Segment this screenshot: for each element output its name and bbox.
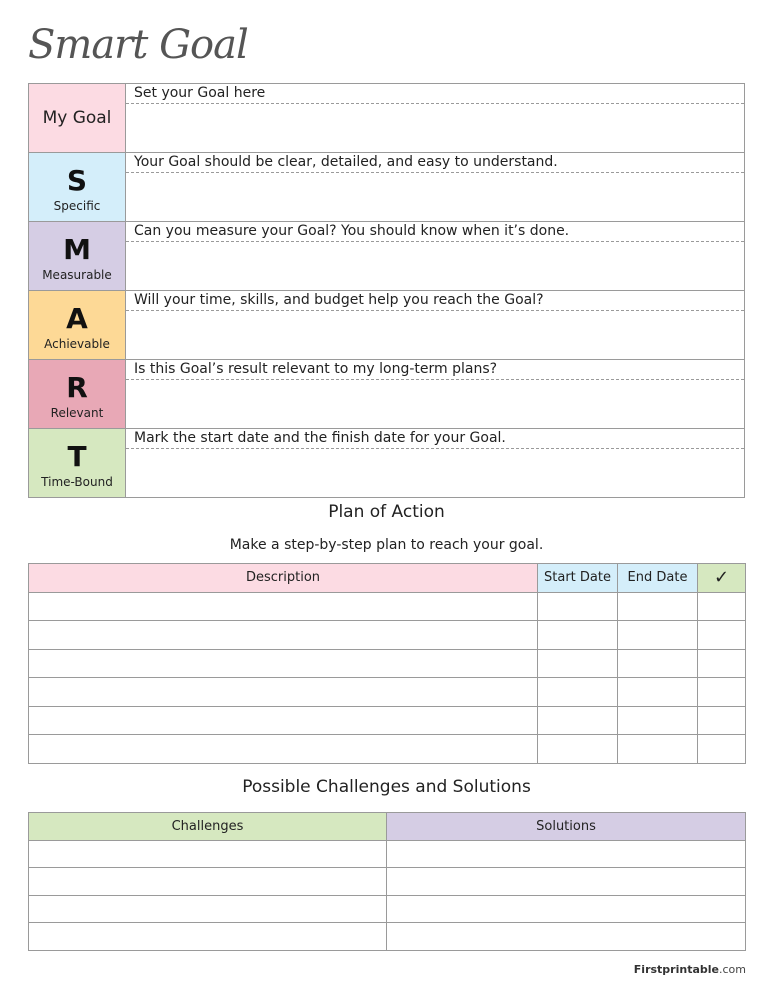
specific-writing-space[interactable]: [126, 173, 744, 221]
start-date-header: Start Date: [538, 564, 618, 593]
table-row: [29, 592, 746, 621]
challenge-cell[interactable]: [29, 868, 387, 896]
time-bound-writing-space[interactable]: [126, 449, 744, 497]
relevant-label-cell: [29, 360, 126, 429]
plan-subheading: Make a step-by-step plan to reach your goal.: [229, 537, 544, 553]
start-date-cell[interactable]: [538, 735, 618, 764]
end-date-cell[interactable]: [618, 649, 698, 678]
brand-name: Firstprintable: [633, 963, 719, 976]
solution-cell[interactable]: [387, 923, 746, 951]
checkmark-icon: ✓: [698, 564, 746, 593]
achievable-label-cell: [29, 291, 126, 360]
time-bound-label-cell: [29, 429, 126, 498]
solution-cell[interactable]: [387, 840, 746, 868]
challenges-header: Challenges: [29, 813, 387, 841]
start-date-cell[interactable]: [538, 678, 618, 707]
end-date-cell[interactable]: [618, 592, 698, 621]
challenge-cell[interactable]: [29, 840, 387, 868]
end-date-cell[interactable]: [618, 621, 698, 650]
description-cell[interactable]: [29, 706, 538, 735]
page-title: Smart Goal: [28, 22, 248, 68]
specific-prompt: Your Goal should be clear, detailed, and easy to understand.: [126, 153, 744, 173]
check-cell[interactable]: [698, 592, 746, 621]
start-date-cell[interactable]: [538, 649, 618, 678]
goal-writing-space[interactable]: [126, 104, 744, 152]
relevant-text-cell[interactable]: [126, 360, 745, 429]
time-bound-word: Time-Bound: [41, 475, 113, 489]
solution-cell[interactable]: [387, 868, 746, 896]
relevant-prompt: Is this Goal’s result relevant to my long-term plans?: [126, 360, 744, 380]
goal-label-cell: [29, 84, 126, 153]
goal-prompt: Set your Goal here: [126, 84, 744, 104]
end-date-cell[interactable]: [618, 735, 698, 764]
specific-row: [29, 153, 745, 222]
goal-row: [29, 84, 745, 153]
end-date-cell[interactable]: [618, 678, 698, 707]
check-cell[interactable]: [698, 649, 746, 678]
time-bound-row: [29, 429, 745, 498]
table-row: [29, 678, 746, 707]
challenge-cell[interactable]: [29, 895, 387, 923]
description-cell[interactable]: [29, 678, 538, 707]
check-cell[interactable]: [698, 735, 746, 764]
specific-letter: S: [66, 164, 88, 197]
check-cell[interactable]: [698, 621, 746, 650]
solution-cell[interactable]: [387, 895, 746, 923]
table-row: [29, 735, 746, 764]
description-cell[interactable]: [29, 649, 538, 678]
table-row: [29, 649, 746, 678]
goal-text-cell[interactable]: [126, 84, 745, 153]
achievable-word: Achievable: [44, 337, 110, 351]
time-bound-text-cell[interactable]: [126, 429, 745, 498]
specific-label-cell: [29, 153, 126, 222]
challenges-header-row: [29, 813, 746, 841]
start-date-cell[interactable]: [538, 706, 618, 735]
achievable-row: [29, 291, 745, 360]
relevant-row: [29, 360, 745, 429]
plan-heading: Plan of Action: [328, 502, 445, 522]
table-row: [29, 706, 746, 735]
goal-label: My Goal: [42, 108, 112, 128]
description-cell[interactable]: [29, 621, 538, 650]
specific-text-cell[interactable]: [126, 153, 745, 222]
measurable-text-cell[interactable]: [126, 222, 745, 291]
end-date-cell[interactable]: [618, 706, 698, 735]
table-row: [29, 621, 746, 650]
check-cell[interactable]: [698, 678, 746, 707]
time-bound-prompt: Mark the start date and the finish date for your Goal.: [126, 429, 744, 449]
description-header: Description: [29, 564, 538, 593]
challenges-table: [28, 812, 746, 951]
achievable-writing-space[interactable]: [126, 311, 744, 359]
achievable-letter: A: [66, 302, 88, 335]
challenges-heading: Possible Challenges and Solutions: [242, 777, 531, 797]
footer-brand: [634, 963, 746, 976]
relevant-word: Relevant: [50, 406, 104, 420]
measurable-writing-space[interactable]: [126, 242, 744, 290]
measurable-row: [29, 222, 745, 291]
relevant-writing-space[interactable]: [126, 380, 744, 428]
smart-table: [28, 83, 745, 498]
table-row: [29, 840, 746, 868]
plan-header-row: [29, 564, 746, 593]
time-bound-letter: T: [67, 440, 87, 473]
solutions-header: Solutions: [387, 813, 746, 841]
table-row: [29, 868, 746, 896]
achievable-prompt: Will your time, skills, and budget help you reach the Goal?: [126, 291, 744, 311]
measurable-prompt: Can you measure your Goal? You should know when it’s done.: [126, 222, 744, 242]
measurable-word: Measurable: [42, 268, 112, 282]
specific-word: Specific: [53, 199, 101, 213]
measurable-label-cell: [29, 222, 126, 291]
start-date-cell[interactable]: [538, 592, 618, 621]
challenge-cell[interactable]: [29, 923, 387, 951]
achievable-text-cell[interactable]: [126, 291, 745, 360]
end-date-header: End Date: [618, 564, 698, 593]
table-row: [29, 895, 746, 923]
table-row: [29, 923, 746, 951]
plan-table: [28, 563, 746, 764]
description-cell[interactable]: [29, 735, 538, 764]
measurable-letter: M: [63, 233, 91, 266]
check-cell[interactable]: [698, 706, 746, 735]
start-date-cell[interactable]: [538, 621, 618, 650]
relevant-letter: R: [66, 371, 88, 404]
brand-suffix: .com: [719, 963, 746, 976]
description-cell[interactable]: [29, 592, 538, 621]
